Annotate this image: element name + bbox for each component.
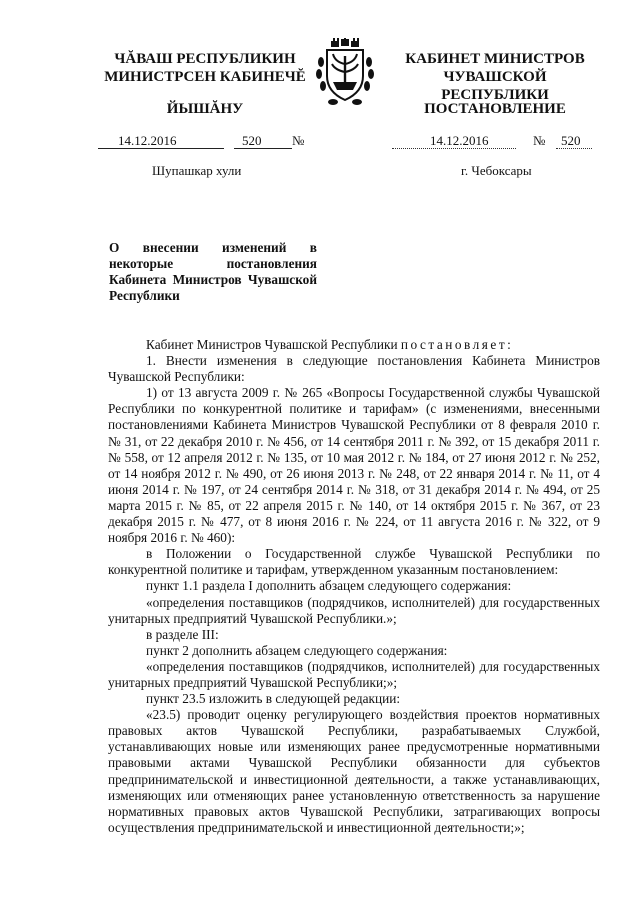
left-number: 520 xyxy=(242,133,262,148)
right-header-line2: ЧУВАШСКОЙ РЕСПУБЛИКИ xyxy=(441,69,549,103)
paragraph-4: пункт 1.1 раздела I дополнить абзацем следующего содержания: xyxy=(146,578,512,594)
chuvashia-emblem-icon xyxy=(313,38,377,110)
right-number-underline xyxy=(556,148,592,149)
right-date-underline xyxy=(392,148,516,149)
right-date-line xyxy=(392,133,592,149)
intro-verb: постановляет: xyxy=(400,337,514,352)
left-date-line xyxy=(98,133,318,149)
right-header-line1: КАБИНЕТ МИНИСТРОВ xyxy=(405,51,585,67)
right-number: 520 xyxy=(561,133,581,148)
intro-paragraph xyxy=(108,337,600,353)
intro-prefix: Кабинет Министров Чувашской Республики xyxy=(146,337,398,352)
left-header xyxy=(100,50,310,86)
paragraph-3: в Положении о Государственной службе Чувашской Республики по конкурентной политике и тарифам, утвержденном указанным постановлением: xyxy=(108,546,600,578)
document-body xyxy=(108,337,600,836)
left-header-line1: ЧĂВАШ РЕСПУБЛИКИН xyxy=(114,51,296,67)
paragraph-9: пункт 23.5 изложить в следующей редакции: xyxy=(146,691,401,707)
document-title: О внесении изменений в некоторые постановления Кабинета Министров Чувашской Республики xyxy=(109,240,317,303)
paragraph-7: пункт 2 дополнить абзацем следующего содержания: xyxy=(146,642,448,658)
paragraph-10: «23.5) проводит оценку регулирующего воздействия проектов нормативных правовых актов Чувашской Республики, разрабатываемых Службой, устанавливающих новые или изменяющих ранее предусмотренные нормативными правовыми актами Чувашской Республики обязанности для субъектов предпринимательской и инвестиционной деятельности, а также устанавливающих, изменяющих или отменяющих ранее установленную ответственность за нарушение нормативных правовых актов Чувашской Республики, затрагивающих вопросы осуществления предпринимательской и инвестиционной деятельности;»; xyxy=(108,707,600,835)
left-number-underline xyxy=(234,148,292,149)
right-header xyxy=(390,50,600,104)
right-number-sign: № xyxy=(533,133,546,148)
left-doctype: ЙЫШĂНУ xyxy=(166,101,244,117)
paragraph-6: в разделе III: xyxy=(146,626,219,642)
right-doctype: ПОСТАНОВЛЕНИЕ xyxy=(424,101,566,117)
paragraph-2: 1) от 13 августа 2009 г. № 265 «Вопросы Государственной службы Чувашской Республики по конкурентной политике и тарифам» (с изменениями, внесенными постановлениями Кабинета Министров Чувашской Республики от 8 февраля 2010 г. № 31, от 22 декабря 2010 г. № 456, от 14 сентября 2011 г. № 392, от 15 декабря 2011 г. № 558, от 12 апреля 2012 г. № 135, от 10 мая 2012 г. № 184, от 27 июня 2012 г. № 252, от 14 ноября 2012 г. № 490, от 26 июня 2013 г. № 248, от 22 января 2014 г. № 11, от 4 июня 2014 г. № 197, от 24 сентября 2014 г. № 318, от 31 декабря 2014 г. № 494, от 25 марта 2015 г. № 85, от 22 апреля 2015 г. № 140, от 14 октября 2015 г. № 367, от 23 декабря 2015 г. № 477, от 8 июня 2016 г. № 224, от 11 августа 2016 г. № 322, от 9 ноября 2016 г. № 460): xyxy=(108,385,600,546)
left-date-underline xyxy=(98,148,224,149)
right-date: 14.12.2016 xyxy=(430,133,489,148)
left-number-sign: № xyxy=(292,133,305,148)
paragraph-8: «определения поставщиков (подрядчиков, исполнителей) для государственных унитарных предприятий Чувашской Республики;»; xyxy=(108,658,600,690)
left-header-line2: МИНИСТРСЕН КАБИНЕЧĔ xyxy=(104,69,306,85)
paragraph-1: 1. Внести изменения в следующие постановления Кабинета Министров Чувашской Республики: xyxy=(108,353,600,385)
paragraph-5: «определения поставщиков (подрядчиков, исполнителей) для государственных унитарных предприятий Чувашской Республики.»; xyxy=(108,594,600,626)
left-place: Шупашкар хули xyxy=(152,163,242,178)
left-date: 14.12.2016 xyxy=(118,133,177,148)
right-place: г. Чебоксары xyxy=(461,163,532,178)
